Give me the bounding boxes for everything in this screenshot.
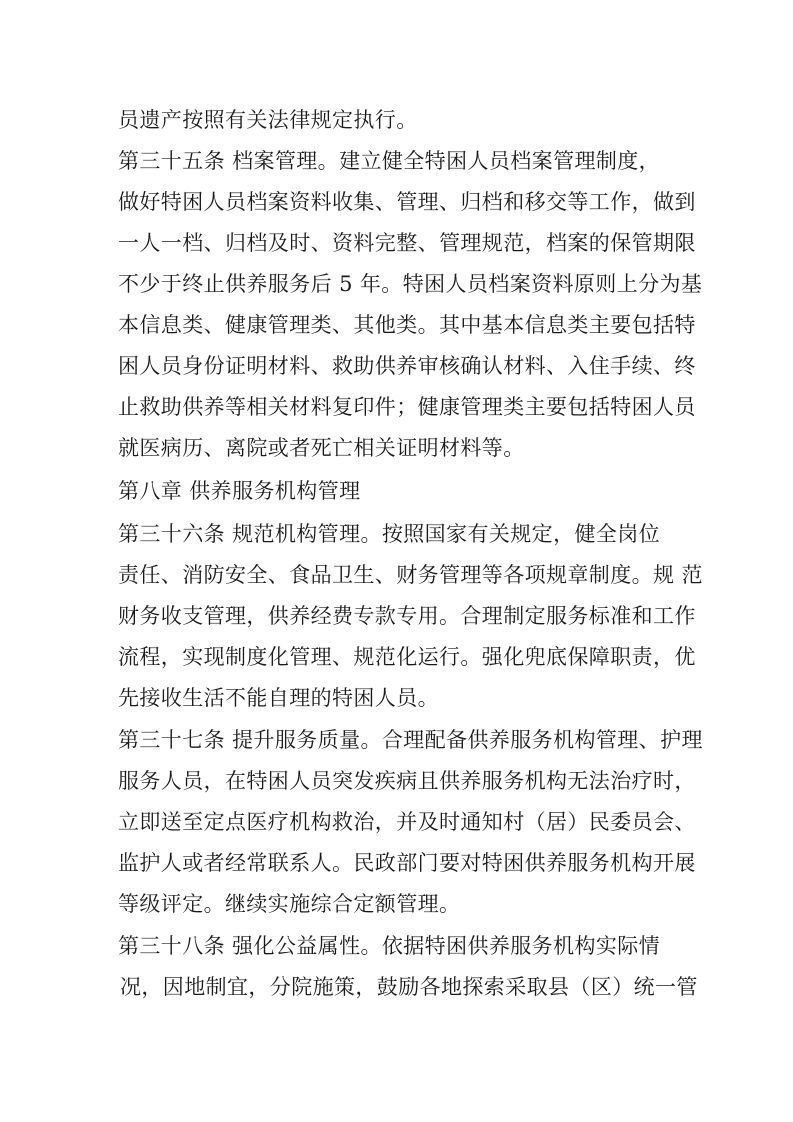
text-line-15: 先接收生活不能自理的特困人员。 xyxy=(118,686,439,710)
text-line-3: 做好特困人员档案资料收集、管理、归档和移交等工作，做到 xyxy=(118,190,696,214)
text-line-22: 况，因地制宜，分院施策，鼓励各地探索采取县（区）统一管 xyxy=(120,975,698,999)
text-line-14: 流程，实现制度化管理、规范化运行。强化兜底保障职责，优 xyxy=(118,645,696,669)
article-38-heading-line: 第三十八条 强化公益属性。依据特困供养服务机构实际情 xyxy=(118,934,661,958)
article-35-heading-line: 第三十五条 档案管理。建立健全特困人员档案管理制度， xyxy=(118,149,661,173)
text-line-7: 困人员身份证明材料、救助供养审核确认材料、入住手续、终 xyxy=(118,354,696,378)
text-line-20: 等级评定。继续实施综合定额管理。 xyxy=(118,892,461,916)
text-line-12: 责任、消防安全、食品卫生、财务管理等各项规章制度。规 范 xyxy=(118,563,703,587)
text-line-8: 止救助供养等相关材料复印件；健康管理类主要包括特困人员 xyxy=(118,395,696,419)
article-37-heading-line: 第三十七条 提升服务质量。合理配备供养服务机构管理、护理 xyxy=(118,728,703,752)
text-line-6: 本信息类、健康管理类、其他类。其中基本信息类主要包括特 xyxy=(118,313,696,337)
text-line-1: 员遗产按照有关法律规定执行。 xyxy=(118,108,418,132)
text-line-13: 财务收支管理，供养经费专款专用。合理制定服务标准和工作 xyxy=(118,604,696,628)
text-line-9: 就医病历、离院或者死亡相关证明材料等。 xyxy=(118,436,525,460)
chapter-8-heading: 第八章 供养服务机构管理 xyxy=(118,479,361,503)
text-line-18: 立即送至定点医疗机构救治，并及时通知村（居）民委员会、 xyxy=(118,810,696,834)
text-line-19: 监护人或者经常联系人。民政部门要对特困供养服务机构开展 xyxy=(118,851,696,875)
text-line-5: 不少于终止供养服务后 5 年。特困人员档案资料原则上分为基 xyxy=(118,272,703,296)
text-line-4: 一人一档、归档及时、资料完整、管理规范，档案的保管期限 xyxy=(118,231,696,255)
text-line-17: 服务人员，在特困人员突发疾病且供养服务机构无法治疗时， xyxy=(118,769,696,793)
article-36-heading-line: 第三十六条 规范机构管理。按照国家有关规定，健全岗位 xyxy=(118,522,661,546)
